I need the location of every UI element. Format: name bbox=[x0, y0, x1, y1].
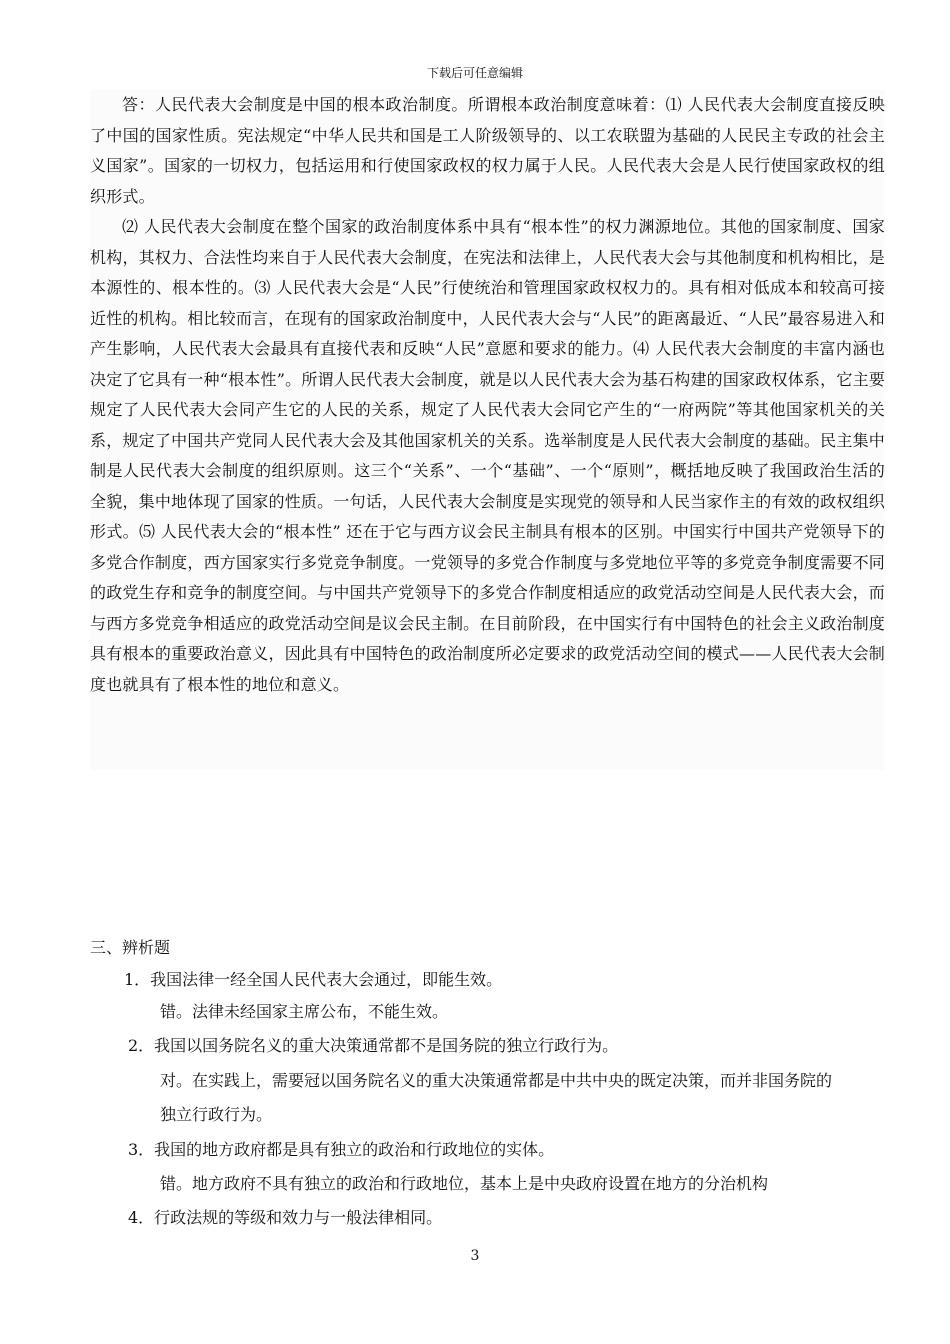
answer-3: 错。地方政府不具有独立的政治和行政地位，基本上是中央政府设置在地方的分治机构 bbox=[160, 1174, 769, 1193]
answer-block bbox=[90, 90, 885, 770]
question-4: 4．行政法规的等级和效力与一般法律相同。 bbox=[128, 1208, 443, 1227]
question-1: 1．我国法律一经全国人民代表大会通过，即能生效。 bbox=[124, 970, 503, 989]
answer-1: 错。法律未经国家主席公布，不能生效。 bbox=[160, 1002, 449, 1021]
question-2: 2．我国以国务院名义的重大决策通常都不是国务院的独立行政行为。 bbox=[128, 1036, 619, 1055]
question-3: 3．我国的地方政府都是具有独立的政治和行政地位的实体。 bbox=[128, 1140, 555, 1159]
page-number: 3 bbox=[470, 1248, 480, 1264]
page-header: 下载后可任意编辑 bbox=[426, 66, 523, 80]
answer-paragraph-1: 答：人民代表大会制度是中国的根本政治制度。所谓根本政治制度意味着：⑴ 人民代表大会制度直接反映了中国的国家性质。宪法规定“中华人民共和国是工人阶级领导的、以工农联盟为基础的人民民主专政的社会主义国家”。国家的一切权力，包括运用和行使国家政权的权力属于人民。人民代表大会是人民行使国家政权的组织形式。 bbox=[90, 95, 885, 206]
answer-2: 对。在实践上，需要冠以国务院名义的重大决策通常都是中共中央的既定决策，而并非国务院的 bbox=[160, 1071, 833, 1090]
answer-paragraph-2: ⑵ 人民代表大会制度在整个国家的政治制度体系中具有“根本性”的权力渊源地位。其他的国家制度、国家机构，其权力、合法性均来自于人民代表大会制度，在宪法和法律上，人民代表大会与其他制度和机构相比，是本源性的、根本性的。⑶ 人民代表大会是“人民”行使统治和管理国家政权权力的。具有相对低成本和较高可接近性的机构。相比较而言，在现有的国家政治制度中，人民代表大会与“人民”的距离最近、“人民”最容易进入和产生影响，人民代表大会最具有直接代表和反映“人民”意愿和要求的能力。⑷ 人民代表大会制度的丰富内涵也决定了它具有一种“根本性”。所谓人民代表大会制度，就是以人民代表大会为基石构建的国家政权体系，它主要规定了人民代表大会同产生它的人民的关系，规定了人民代表大会同它产生的“一府两院”等其他国家机关的关系，规定了中国共产党同人民代表大会及其他国家机关的关系。选举制度是人民代表大会制度的基础。民主集中制是人民代表大会制度的组织原则。这三个“关系”、一个“基础”、一个“原则”，概括地反映了我国政治生活的全貌，集中地体现了国家的性质。一句话，人民代表大会制度是实现党的领导和人民当家作主的有效的政权组织形式。⑸ 人民代表大会的“根本性” 还在于它与西方议会民主制具有根本的区别。中国实行中国共产党领导下的多党合作制度，西方国家实行多党竞争制度。一党领导的多党合作制度与多党地位平等的多党竞争制度需要不同的政党生存和竞争的制度空间。与中国共产党领导下的多党合作制度相适应的政党活动空间是人民代表大会，而与西方多党竞争相适应的政党活动空间是议会民主制。在目前阶段，在中国实行有中国特色的社会主义政治制度具有根本的重要政治意义，因此具有中国特色的政治制度所必定要求的政党活动空间的模式——人民代表大会制度也就具有了根本性的地位和意义。 bbox=[90, 217, 885, 694]
section-title: 三、辨析题 bbox=[90, 938, 171, 957]
answer-2-continued: 独立行政行为。 bbox=[160, 1105, 273, 1124]
